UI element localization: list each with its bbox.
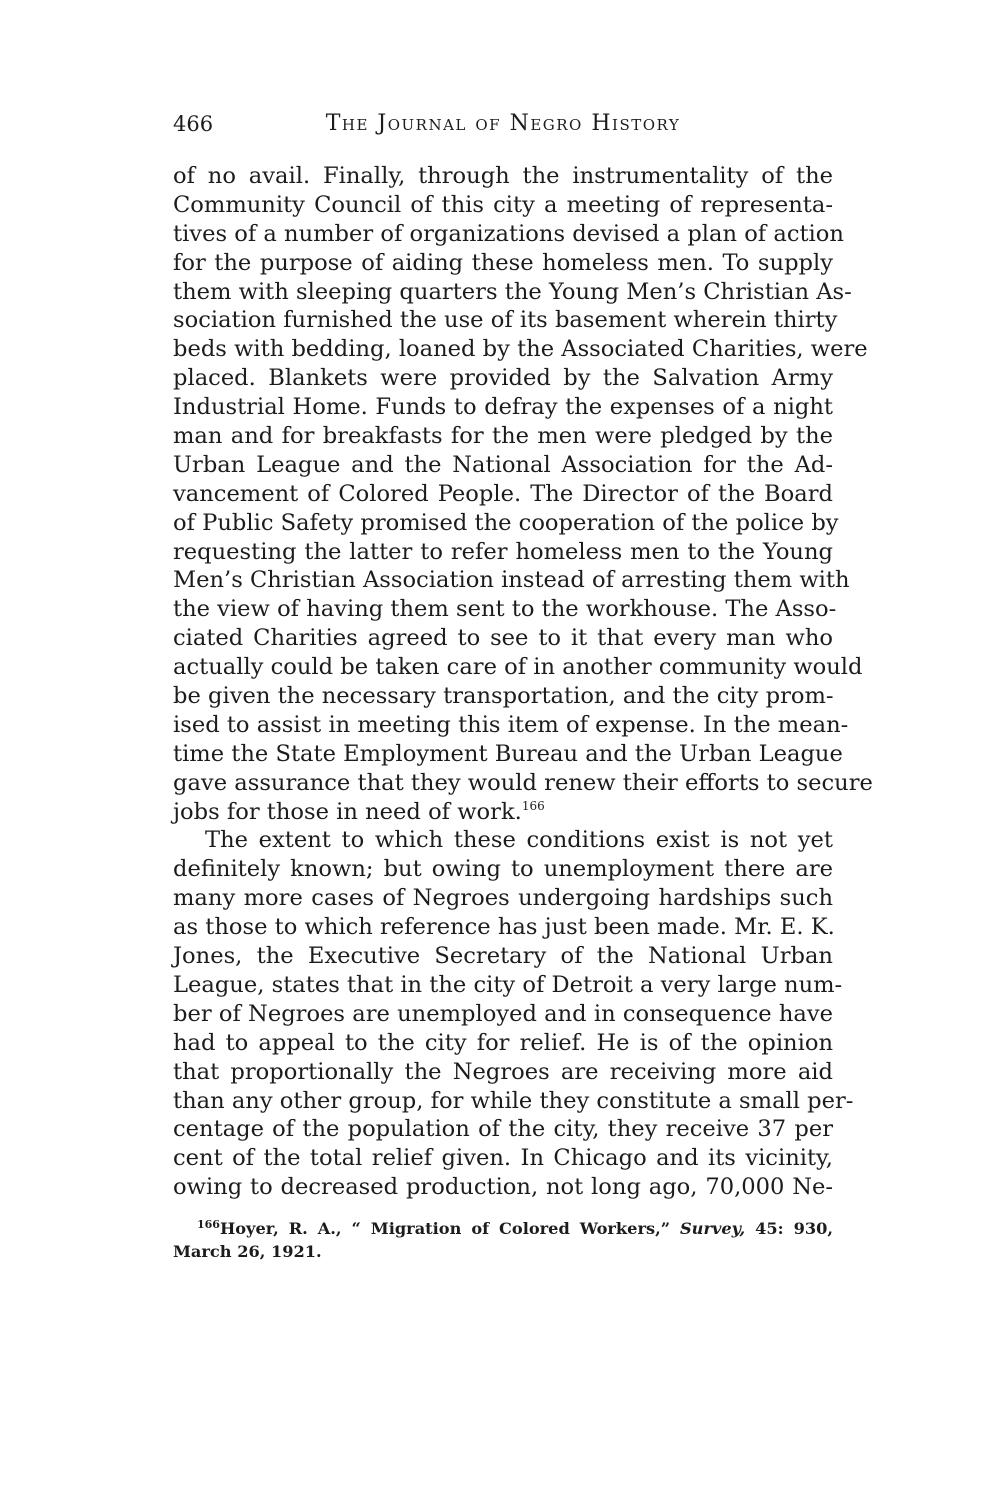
text-line: sociation furnished the use of its basement wherein thirty: [173, 307, 838, 334]
text-line: definitely known; but owing to unemployment there are: [173, 856, 833, 883]
text-line: actually could be taken care of in another community would: [173, 654, 863, 681]
text-line: The extent to which these conditions exist is not yet: [205, 827, 833, 854]
footnote-date: March 26, 1921.: [173, 1242, 322, 1261]
text-line: as those to which reference has just been made. Mr. E. K.: [173, 914, 835, 941]
text-line: gave assurance that they would renew their efforts to secure: [173, 769, 873, 796]
text-line: Industrial Home. Funds to defray the expenses of a night: [173, 394, 833, 421]
footnote-title: “ Migration of Colored Workers,”: [351, 1219, 680, 1238]
text-line-content: jobs for those in need of work.: [173, 798, 522, 825]
text-line: tives of a number of organizations devised a plan of action: [173, 220, 844, 247]
text-line: cent of the total relief given. In Chicago and its vicinity,: [173, 1145, 833, 1172]
footnote-reference: 166: [521, 798, 545, 813]
text-line: requesting the latter to refer homeless men to the Young: [173, 538, 833, 565]
footnote-citation: 45: 930,: [745, 1219, 833, 1238]
text-line: for the purpose of aiding these homeless men. To supply: [173, 249, 833, 276]
text-line: man and for breakfasts for the men were pledged by the: [173, 423, 833, 450]
text-line: vancement of Colored People. The Director of the Board: [173, 480, 833, 507]
text-line: many more cases of Negroes undergoing hardships such: [173, 885, 833, 912]
footnote-author: Hoyer, R. A.,: [219, 1219, 352, 1238]
text-line: Men’s Christian Association instead of arresting them with: [173, 567, 850, 594]
text-line: ised to assist in meeting this item of expense. In the mean-: [173, 711, 849, 738]
text-line: Urban League and the National Association for the Ad-: [173, 451, 833, 478]
page-number: 466: [173, 112, 214, 136]
text-line: Community Council of this city a meeting of representa-: [173, 191, 833, 218]
text-line: the view of having them sent to the workhouse. The Asso-: [173, 596, 837, 623]
text-line: beds with bedding, loaned by the Associated Charities, were: [173, 336, 868, 363]
text-line: had to appeal to the city for relief. He is of the opinion: [173, 1029, 833, 1056]
text-line: time the State Employment Bureau and the Urban League: [173, 740, 843, 767]
footnote: [173, 1217, 833, 1263]
page-header: [173, 104, 833, 144]
text-line: than any other group, for while they constitute a small per-: [173, 1087, 854, 1114]
text-line: ciated Charities agreed to see to it that every man who: [173, 625, 833, 652]
footnote-line: [173, 1217, 833, 1240]
text-line: Jones, the Executive Secretary of the National Urban: [173, 943, 833, 970]
text-line: of no avail. Finally, through the instrumentality of the: [173, 163, 833, 189]
text-line: placed. Blankets were provided by the Salvation Army: [173, 365, 833, 392]
running-head: The Journal of Negro History: [325, 111, 681, 136]
body-text: [173, 162, 873, 1202]
text-line: owing to decreased production, not long ago, 70,000 Ne-: [173, 1174, 833, 1201]
paragraph-end-line: [173, 798, 833, 827]
text-line: ber of Negroes are unemployed and in consequence have: [173, 1000, 833, 1027]
footnote-journal: Survey,: [679, 1219, 746, 1238]
text-line: be given the necessary transportation, and the city prom-: [173, 683, 834, 710]
text-line: that proportionally the Negroes are receiving more aid: [173, 1058, 833, 1085]
text-line: them with sleeping quarters the Young Men’s Christian As-: [173, 278, 852, 305]
footnote-number: 166: [197, 1218, 220, 1231]
text-line: centage of the population of the city, they receive 37 per: [173, 1116, 833, 1143]
text-line: of Public Safety promised the cooperation of the police by: [173, 509, 839, 536]
text-line: League, states that in the city of Detroit a very large num-: [173, 971, 843, 998]
